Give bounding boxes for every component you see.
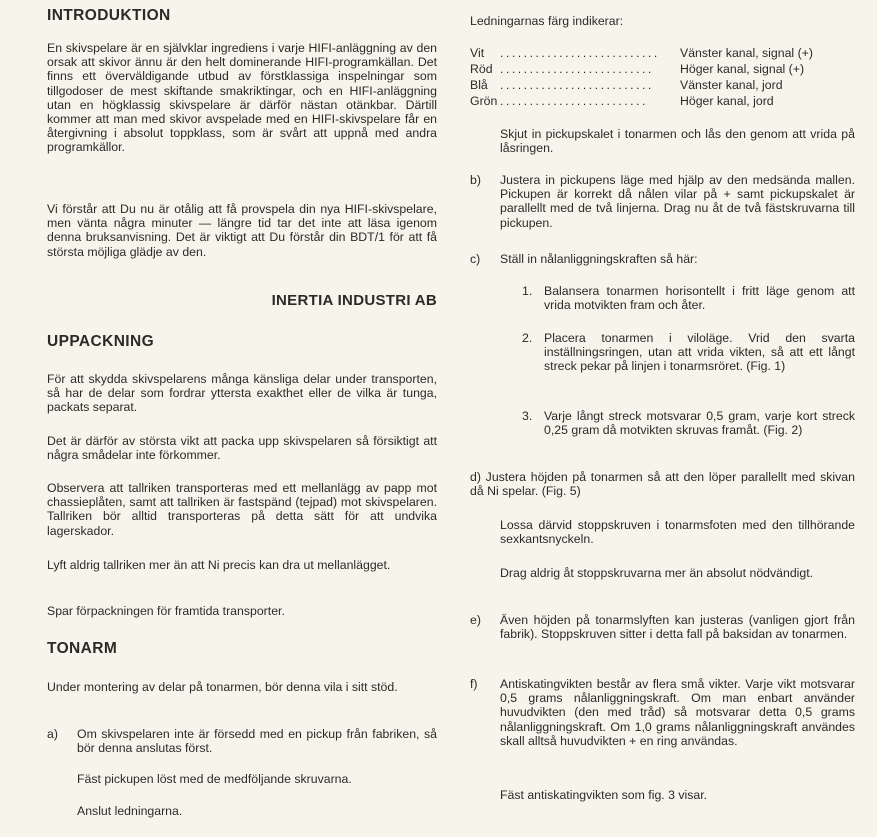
wire-intro: Ledningarnas färg indikerar: (470, 14, 624, 28)
wire-color: Blå (470, 78, 488, 92)
item-e-label: e) (470, 613, 481, 627)
wire-row (470, 94, 855, 109)
leader-dots: .......................... (500, 78, 654, 92)
item-a-sub-2: Anslut ledningarna. (77, 804, 183, 818)
item-a-text: Om skivspelaren inte är försedd med en pickup från fabriken, så bör denna anslutas först. (77, 727, 437, 756)
item-b-label: b) (470, 173, 481, 187)
tonarm-paragraph: Under montering av delar på tonarmen, bör denna vila i sitt stöd. (47, 680, 398, 694)
item-b-text: Justera in pickupens läge med hjälp av den medsända mallen. Pickupen är korrekt då nålen vilar på + samt pickupskalet är parallellt med de två linjerna. Drag nu åt de två fästskruvarna till pickupen. (500, 173, 855, 230)
item-c-label: c) (470, 252, 481, 266)
wire-after-text: Skjut in pickupskalet i tonarmen och lås den genom att vrida på låsringen. (500, 127, 855, 156)
intro-paragraph-2: Vi förstår att Du nu är otålig att få provspela din nya HIFI-skivspelare, men vänta några minuter — längre tid tar det inte att läsa igenom denna bruksanvisning. Det är viktigt att Du förstår din BDT/1 för att få största möjliga glädje av den. (47, 202, 437, 259)
item-d-sub-1: Lossa därvid stoppskruven i tonarmsfoten med den tillhörande sexkantsnyckeln. (500, 518, 855, 547)
wire-row (470, 78, 855, 93)
wire-color: Vit (470, 46, 485, 60)
step-text: Placera tonarmen i viloläge. Vrid den svarta inställningsringen, utan att vrida vikten, så att ett långt streck pekar på linjen i tonarmsröret. (Fig. 1) (544, 331, 855, 374)
item-c-text: Ställ in nålanliggningskraften så här: (500, 252, 698, 266)
unpack-paragraph-4: Lyft aldrig tallriken mer än att Ni precis kan dra ut mellanlägget. (47, 558, 391, 572)
item-f-sub: Fäst antiskatingvikten som fig. 3 visar. (500, 788, 708, 802)
unpack-paragraph-5: Spar förpackningen för framtida transporter. (47, 604, 285, 618)
signature: INERTIA INDUSTRI AB (271, 292, 437, 309)
item-a-sub-1: Fäst pickupen löst med de medföljande skruvarna. (77, 772, 352, 786)
unpack-paragraph-2: Det är därför av största vikt att packa upp skivspelaren så försiktigt att några smådelar inte förkommer. (47, 434, 437, 463)
wire-meaning: Höger kanal, jord (680, 94, 774, 108)
leader-dots: ........................... (500, 46, 660, 60)
wire-color: Grön (470, 94, 498, 108)
wire-row (470, 62, 855, 77)
leader-dots: .......................... (500, 62, 654, 76)
step-text: Varje långt streck motsvarar 0,5 gram, varje kort streck 0,25 gram då motvikten skruvas framåt. (Fig. 2) (544, 409, 855, 438)
unpack-paragraph-1: För att skydda skivspelarens många känsliga delar under transporten, så har de delar som fordrar yttersta exakthet eller de vilka är tunga, packats separat. (47, 372, 437, 415)
intro-heading: INTRODUKTION (47, 7, 171, 24)
leader-dots: ......................... (500, 94, 648, 108)
step-number: 2. (522, 331, 533, 345)
wire-meaning: Vänster kanal, jord (680, 78, 783, 92)
wire-meaning: Höger kanal, signal (+) (680, 62, 805, 76)
unpack-paragraph-3: Observera att tallriken transporteras med ett mellanlägg av papp mot chassieplåten, samt att tallriken är fastspänd (tejpad) mot skivspelaren. Tallriken bör alltid transporteras på detta sätt för att undvika lagerskador. (47, 481, 437, 538)
unpack-heading: UPPACKNING (47, 333, 155, 350)
tonarm-heading: TONARM (47, 640, 118, 657)
item-f-label: f) (470, 677, 478, 691)
item-d-text: d) Justera höjden på tonarmen så att den löper parallellt med skivan då Ni spelar. (Fig. 5) (470, 470, 855, 499)
intro-paragraph-1: En skivspelare är en självklar ingrediens i varje HIFI-anläggning av den orsak att skivor ännu är den helt dominerande HIFI-programkällan. Det finns ett överväldigande utbud av förstklassiga inspelningar som tillgodoser de mest skiftande smakriktingar, och en HIFI-anläggning utan en högklassig skivspelare är därför nästan otänkbar. Därtill kommer att man med skivor avspelade med en HIFI-skivspelare får en återgivning i absolut toppklass, som är svårt att uppnå med andra programkällor. (47, 41, 437, 155)
step-text: Balansera tonarmen horisontellt i fritt läge genom att vrida motvikten fram och åter. (544, 284, 855, 313)
item-e-text: Även höjden på tonarmslyften kan justeras (vanligen gjort från fabrik). Stoppskruven sitter i detta fall på baksidan av tonarmen. (500, 613, 855, 642)
wire-color: Röd (470, 62, 493, 76)
step-number: 3. (522, 409, 533, 423)
wire-row (470, 46, 855, 61)
step-number: 1. (522, 284, 533, 298)
item-f-text: Antiskatingvikten består av flera små vikter. Varje vikt motsvarar 0,5 grams nålanliggningskraft. Om man enbart använder huvudvikten (den med tråd) så motsvarar detta 0,5 grams nålanliggningskraft. Om 1,0 grams nålanliggningskraft användes skall alltså huvudvikten + en ring användas. (500, 677, 855, 748)
item-a-label: a) (47, 727, 58, 741)
wire-meaning: Vänster kanal, signal (+) (680, 46, 813, 60)
item-d-sub-2: Drag aldrig åt stoppskruvarna mer än absolut nödvändigt. (500, 566, 814, 580)
